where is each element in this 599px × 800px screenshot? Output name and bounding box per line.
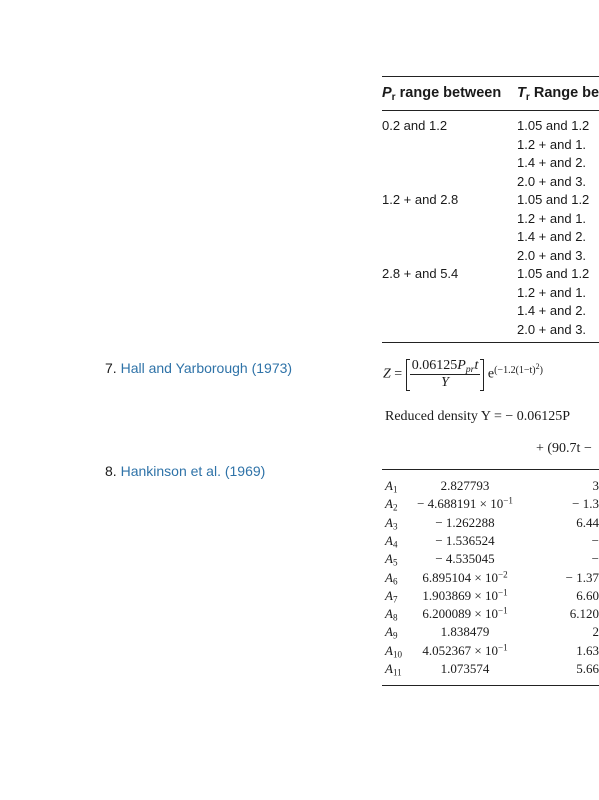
tr-range-cell: 1.4 + and 2. [517, 155, 587, 170]
exp-base: e [487, 366, 495, 382]
coef-label: $A_8$ [385, 606, 398, 623]
coef-value-col1: 1.073574 [440, 661, 490, 676]
tr-range-cell: 2.0 + and 3. [517, 247, 587, 263]
tr-range-cell: 1.05 and 1.2 [517, 266, 590, 281]
fraction-numerator: $0.06125P_{pr}t$ [411, 358, 479, 375]
coef-label: $A_4$ [385, 532, 398, 550]
coef-label: $A_5$ [385, 551, 398, 568]
pr-range-cell: 1.2 + and 2.8 [382, 192, 459, 207]
reference-link-hall-yarborough[interactable]: Hall and Yarborough (1973) [120, 360, 293, 376]
coef-value-col1: 2.827793 [440, 478, 490, 493]
header-tr-range: $T_r$ Range be [517, 85, 599, 104]
tr-range-cell: 2.0 + and 3. [517, 321, 587, 337]
coef-value-col1: 1.838479 [440, 624, 490, 640]
table1-header-rule [382, 110, 599, 111]
reference-link-hankinson[interactable]: Hankinson et al. (1969) [120, 463, 266, 479]
tr-range-cell: 1.2 + and 1. [517, 210, 587, 226]
coef-label: $A_3$ [385, 514, 398, 532]
fraction-denominator: Y [441, 375, 449, 390]
coef-label: $A_1$ [385, 478, 398, 495]
coef-label: $A_7$ [385, 587, 398, 605]
equation-continuation: + (90.7t − [536, 441, 592, 456]
table2-top-rule [382, 469, 599, 470]
coef-value-col1: $6.895104 \times 10^{-2}$ [422, 568, 508, 585]
reference-number: 7. [105, 360, 117, 376]
coef-value-col2: 5.66 [576, 661, 599, 676]
exponent: (−1.2(1−t)2) [494, 361, 543, 376]
tr-range-cell: 1.2 + and 1. [517, 136, 587, 152]
table1-top-rule [382, 76, 599, 77]
tr-range-cell: 1.2 + and 1. [517, 284, 587, 300]
coef-value-col1: − 4.535045 [435, 551, 495, 567]
z-lhs: Z = [383, 366, 403, 382]
coef-value-col1: $1.903869 \times 10^{-1}$ [422, 587, 508, 603]
reference-hall-yarborough [105, 360, 292, 376]
coef-value-col2: − [591, 551, 599, 567]
coef-value-col1: $4.052367 \times 10^{-1}$ [422, 642, 508, 658]
coef-value-col1: − 1.536524 [435, 532, 495, 548]
tr-range-cell: 1.4 + and 2. [517, 303, 587, 318]
coef-label: $A_{11}$ [385, 661, 402, 678]
coef-value-col1: − 1.262288 [435, 514, 495, 530]
z-equation [383, 358, 543, 391]
coef-value-col1: $6.200089 \times 10^{-1}$ [422, 605, 508, 622]
header-tr-range-text: Range be [529, 85, 599, 101]
reference-hankinson [105, 463, 265, 479]
coef-value-col2: 6.44 [576, 514, 599, 530]
table2-bottom-rule [382, 685, 599, 686]
coef-value-col2: 1.63 [576, 642, 599, 658]
pr-range-cell: 0.2 and 1.2 [382, 118, 448, 133]
pr-range-cell: 2.8 + and 5.4 [382, 266, 459, 281]
coef-value-col2: − 1.37 [565, 569, 599, 585]
tr-range-cell: 1.05 and 1.2 [517, 118, 590, 133]
header-pr-range-text: range between [395, 85, 502, 101]
coef-value-col2: 2 [592, 624, 599, 640]
fraction [410, 358, 481, 391]
coef-value-col1: − $4.688191 \times 10^{-1}$ [417, 495, 513, 512]
coef-value-col2: 6.60 [576, 587, 599, 603]
coef-label: $A_6$ [385, 569, 398, 587]
coef-label: $A_9$ [385, 624, 398, 642]
coef-label: $A_2$ [385, 496, 398, 514]
tr-range-cell: 1.05 and 1.2 [517, 192, 590, 207]
coef-value-col2: 6.120 [569, 606, 599, 622]
tr-range-cell: 1.4 + and 2. [517, 229, 587, 244]
reference-number: 8. [105, 463, 117, 479]
header-pr-range: $P_r$ range between [382, 85, 502, 104]
right-bracket [480, 359, 484, 391]
table1-bottom-rule [382, 342, 599, 343]
tr-range-cell: 2.0 + and 3. [517, 173, 587, 189]
coef-value-col2: − [591, 532, 599, 548]
coef-value-col2: − 1.3 [572, 496, 599, 512]
reduced-density: Reduced density Y = − 0.06125P [385, 409, 571, 424]
coef-label: $A_{10}$ [385, 642, 403, 660]
coef-value-col2: 3 [592, 478, 599, 493]
